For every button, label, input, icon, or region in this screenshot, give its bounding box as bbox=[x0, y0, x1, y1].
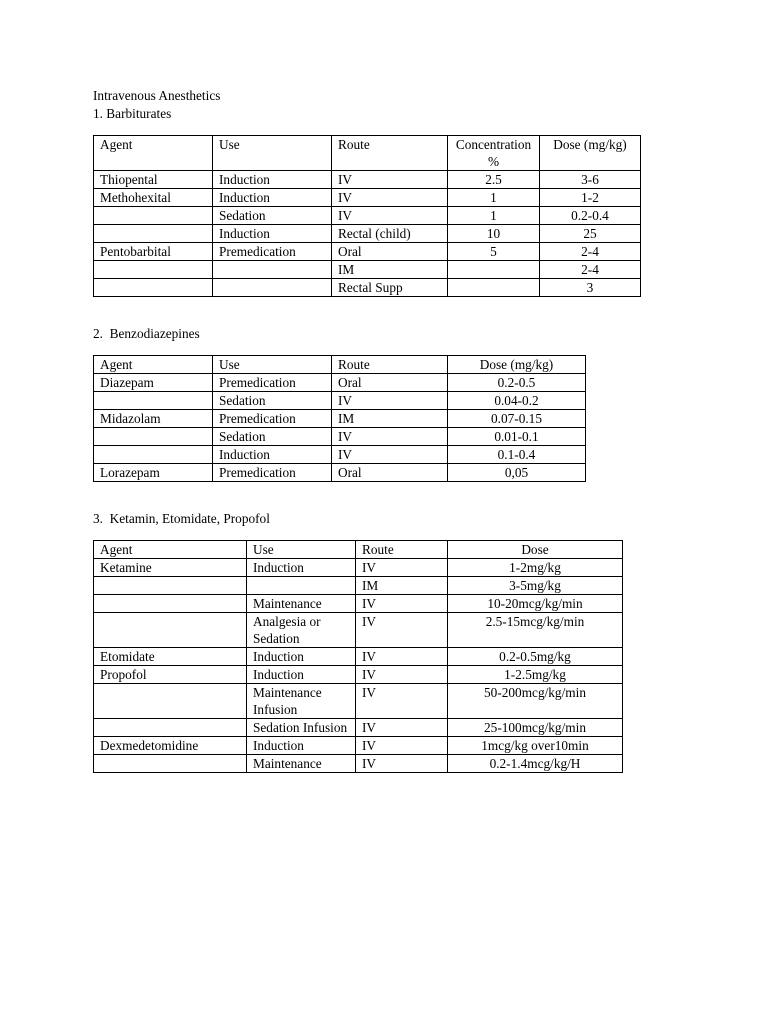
table-cell: IV bbox=[332, 428, 448, 446]
table-cell bbox=[94, 225, 213, 243]
table-cell: Propofol bbox=[94, 666, 247, 684]
table-cell bbox=[247, 577, 356, 595]
table-cell: 10-20mcg/kg/min bbox=[448, 595, 623, 613]
table-row bbox=[94, 207, 641, 225]
table-cell: Pentobarbital bbox=[94, 243, 213, 261]
table-cell: Dexmedetomidine bbox=[94, 737, 247, 755]
table-cell bbox=[448, 261, 540, 279]
table-header-row bbox=[94, 136, 641, 171]
table-row bbox=[94, 392, 586, 410]
table-row bbox=[94, 577, 623, 595]
table-row bbox=[94, 464, 586, 482]
table-cell: Induction bbox=[213, 446, 332, 464]
table-header-row bbox=[94, 356, 586, 374]
table-row bbox=[94, 719, 623, 737]
table-row bbox=[94, 261, 641, 279]
table-cell: 3-6 bbox=[540, 171, 641, 189]
table-cell bbox=[448, 279, 540, 297]
ketamin-etomidate-propofol-table bbox=[93, 540, 623, 773]
table-cell: Induction bbox=[247, 648, 356, 666]
header-cell: Dose bbox=[448, 541, 623, 559]
table-cell: 25 bbox=[540, 225, 641, 243]
table-cell: Rectal Supp bbox=[332, 279, 448, 297]
table-cell: 2.5 bbox=[448, 171, 540, 189]
table-row bbox=[94, 243, 641, 261]
table-cell: Sedation Infusion bbox=[247, 719, 356, 737]
table-cell: Thiopental bbox=[94, 171, 213, 189]
table-cell bbox=[213, 261, 332, 279]
table-cell: 0,05 bbox=[448, 464, 586, 482]
table-cell bbox=[94, 279, 213, 297]
table-cell: Sedation bbox=[213, 428, 332, 446]
table-cell: 25-100mcg/kg/min bbox=[448, 719, 623, 737]
table-cell: Induction bbox=[213, 171, 332, 189]
table-cell: 2.5-15mcg/kg/min bbox=[448, 613, 623, 648]
table-row bbox=[94, 737, 623, 755]
table-cell: Maintenance Infusion bbox=[247, 684, 356, 719]
table-cell: 0.01-0.1 bbox=[448, 428, 586, 446]
header-cell: Agent bbox=[94, 136, 213, 171]
table-cell: IV bbox=[356, 755, 448, 773]
table-cell: 5 bbox=[448, 243, 540, 261]
table-cell: 1 bbox=[448, 207, 540, 225]
benzodiazepines-table bbox=[93, 355, 586, 482]
table-row bbox=[94, 684, 623, 719]
table-cell: Etomidate bbox=[94, 648, 247, 666]
table-cell: 1 bbox=[448, 189, 540, 207]
table-row bbox=[94, 189, 641, 207]
table-row bbox=[94, 428, 586, 446]
document-title: Intravenous Anesthetics bbox=[93, 88, 221, 103]
table-cell: IV bbox=[332, 207, 448, 225]
section-title-ketamin: 3. Ketamin, Etomidate, Propofol bbox=[93, 511, 270, 526]
table-cell bbox=[94, 261, 213, 279]
section-title-benzodiazepines: 2. Benzodiazepines bbox=[93, 326, 200, 341]
table-cell: IV bbox=[356, 648, 448, 666]
table-cell: 1-2.5mg/kg bbox=[448, 666, 623, 684]
table-cell: 0.1-0.4 bbox=[448, 446, 586, 464]
table-cell bbox=[94, 577, 247, 595]
header-cell: Use bbox=[247, 541, 356, 559]
table-cell bbox=[94, 595, 247, 613]
table-cell: Induction bbox=[213, 189, 332, 207]
table-row bbox=[94, 446, 586, 464]
table-cell: 1-2mg/kg bbox=[448, 559, 623, 577]
table-cell: Ketamine bbox=[94, 559, 247, 577]
table-cell: IM bbox=[332, 410, 448, 428]
header-cell: Dose (mg/kg) bbox=[448, 356, 586, 374]
table-cell: 10 bbox=[448, 225, 540, 243]
table-cell: 1mcg/kg over10min bbox=[448, 737, 623, 755]
table-cell bbox=[94, 392, 213, 410]
table-cell: Sedation bbox=[213, 392, 332, 410]
header-cell: Agent bbox=[94, 541, 247, 559]
table-row bbox=[94, 410, 586, 428]
table-cell: IV bbox=[356, 719, 448, 737]
table-cell: 0.2-0.5mg/kg bbox=[448, 648, 623, 666]
header-cell: Route bbox=[356, 541, 448, 559]
table-row bbox=[94, 595, 623, 613]
table-cell: 0.07-0.15 bbox=[448, 410, 586, 428]
table-cell: Analgesia or Sedation bbox=[247, 613, 356, 648]
table-cell: Induction bbox=[213, 225, 332, 243]
table-cell: 0.2-0.5 bbox=[448, 374, 586, 392]
table-cell: 1-2 bbox=[540, 189, 641, 207]
table-cell: Premedication bbox=[213, 410, 332, 428]
table-row bbox=[94, 755, 623, 773]
table-cell bbox=[94, 719, 247, 737]
header-cell: Use bbox=[213, 356, 332, 374]
table-row bbox=[94, 648, 623, 666]
table-header-row bbox=[94, 541, 623, 559]
table-cell: Methohexital bbox=[94, 189, 213, 207]
table-row bbox=[94, 374, 586, 392]
table-cell: 0.2-0.4 bbox=[540, 207, 641, 225]
table-row bbox=[94, 613, 623, 648]
header-cell: Route bbox=[332, 356, 448, 374]
table-cell: IM bbox=[356, 577, 448, 595]
table-row bbox=[94, 171, 641, 189]
table-cell: Induction bbox=[247, 666, 356, 684]
table-cell: IV bbox=[332, 446, 448, 464]
table-row bbox=[94, 225, 641, 243]
header-cell: Use bbox=[213, 136, 332, 171]
table-cell: Diazepam bbox=[94, 374, 213, 392]
table-cell: 2-4 bbox=[540, 243, 641, 261]
table-cell: Premedication bbox=[213, 374, 332, 392]
table-cell: IV bbox=[356, 666, 448, 684]
table-cell bbox=[94, 613, 247, 648]
header-cell: Agent bbox=[94, 356, 213, 374]
table-cell: Induction bbox=[247, 559, 356, 577]
section-title-barbiturates: 1. Barbiturates bbox=[93, 106, 172, 121]
table-cell: 50-200mcg/kg/min bbox=[448, 684, 623, 719]
table-cell bbox=[94, 755, 247, 773]
table-cell: 3 bbox=[540, 279, 641, 297]
table-cell bbox=[94, 207, 213, 225]
table-cell: IV bbox=[332, 171, 448, 189]
table-cell: Sedation bbox=[213, 207, 332, 225]
table-cell: IV bbox=[356, 613, 448, 648]
table-cell: IV bbox=[356, 737, 448, 755]
table-cell: Premedication bbox=[213, 464, 332, 482]
table-cell: IV bbox=[356, 559, 448, 577]
header-cell: Concentration % bbox=[448, 136, 540, 171]
table-cell: Midazolam bbox=[94, 410, 213, 428]
table-cell: Rectal (child) bbox=[332, 225, 448, 243]
header-cell: Dose (mg/kg) bbox=[540, 136, 641, 171]
table-cell: Oral bbox=[332, 464, 448, 482]
header-cell: Route bbox=[332, 136, 448, 171]
table-cell: IV bbox=[356, 684, 448, 719]
table-row bbox=[94, 559, 623, 577]
table-cell: Oral bbox=[332, 243, 448, 261]
table-cell: IV bbox=[332, 392, 448, 410]
table-cell: 0.2-1.4mcg/kg/H bbox=[448, 755, 623, 773]
table-cell: 0.04-0.2 bbox=[448, 392, 586, 410]
table-cell: Premedication bbox=[213, 243, 332, 261]
table-cell: Oral bbox=[332, 374, 448, 392]
table-cell bbox=[213, 279, 332, 297]
table-cell bbox=[94, 428, 213, 446]
barbiturates-table bbox=[93, 135, 641, 297]
table-cell: Maintenance bbox=[247, 755, 356, 773]
document-page bbox=[93, 87, 693, 773]
table-cell: Lorazepam bbox=[94, 464, 213, 482]
table-cell: 3-5mg/kg bbox=[448, 577, 623, 595]
table-cell: IM bbox=[332, 261, 448, 279]
table-row bbox=[94, 666, 623, 684]
table-cell bbox=[94, 446, 213, 464]
table-cell: Induction bbox=[247, 737, 356, 755]
table-row bbox=[94, 279, 641, 297]
table-cell bbox=[94, 684, 247, 719]
table-cell: Maintenance bbox=[247, 595, 356, 613]
table-cell: 2-4 bbox=[540, 261, 641, 279]
table-cell: IV bbox=[356, 595, 448, 613]
table-cell: IV bbox=[332, 189, 448, 207]
